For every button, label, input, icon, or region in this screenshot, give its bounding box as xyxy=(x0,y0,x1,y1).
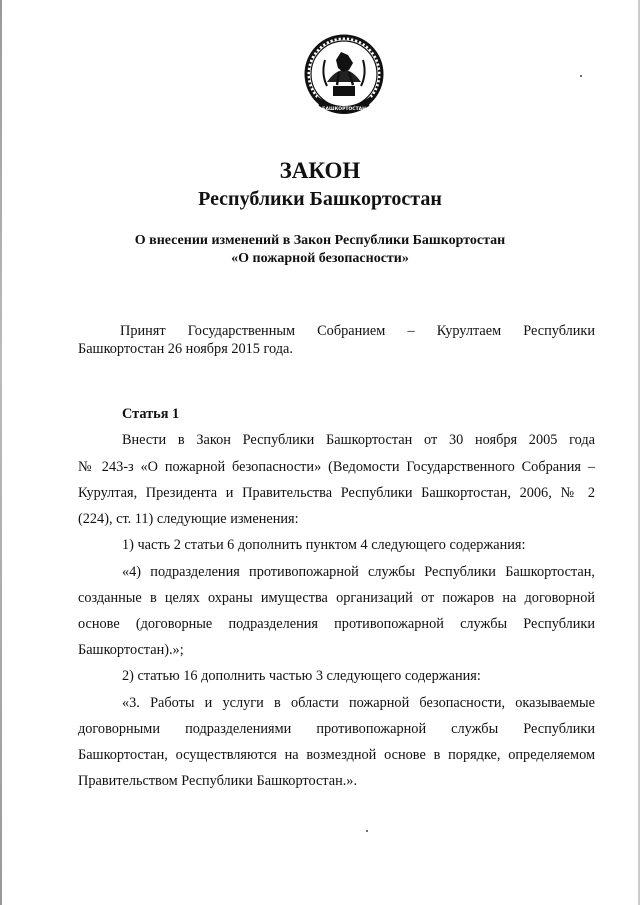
document-issuer: Республики Башкортостан xyxy=(198,188,442,210)
article-p5-line-2: договорными подразделениями противопожарной службы Республики xyxy=(78,721,595,737)
bashkortostan-coat-of-arms-icon xyxy=(303,30,385,130)
article-p3-line-4: Башкортостан).»; xyxy=(78,642,184,658)
article-p3-line-2: созданные в целях охраны имущества организаций от пожаров на договорной xyxy=(78,590,595,606)
article-p1-line-1: Внести в Закон Республики Башкортостан от 30 ноября 2005 года xyxy=(122,432,595,448)
adoption-line-1: Принят Государственным Собранием – Курултаем Республики xyxy=(120,323,595,339)
article-p4: 2) статью 16 дополнить частью 3 следующего содержания: xyxy=(122,668,481,684)
scan-speck xyxy=(580,75,582,77)
document-type-title: ЗАКОН xyxy=(279,158,361,183)
article-p5-line-3: Башкортостан, осуществляются на возмездной основе в порядке, определяемом xyxy=(78,747,595,763)
article-p5-line-1: «3. Работы и услуги в области пожарной безопасности, оказываемые xyxy=(122,695,595,711)
scan-speck xyxy=(366,830,368,832)
article-p5-line-4: Правительством Республики Башкортостан.». xyxy=(78,773,358,789)
scan-edge-left xyxy=(0,0,2,905)
article-p2: 1) часть 2 статьи 6 дополнить пунктом 4 следующего содержания: xyxy=(122,537,526,553)
law-title-line-1: О внесении изменений в Закон Республики Башкортостан xyxy=(134,233,506,248)
law-title-line-2: «О пожарной безопасности» xyxy=(231,251,409,266)
article-p3-line-1: «4) подразделения противопожарной службы Республики Башкортостан, xyxy=(122,564,595,580)
emblem-ribbon-text: БАШКОРТОСТАН xyxy=(322,107,366,112)
article-heading: Статья 1 xyxy=(122,406,180,422)
article-p1-line-3: Курултая, Президента и Правительства Республики Башкортостан, 2006, № 2 xyxy=(78,485,595,501)
article-p3-line-3: основе (договорные подразделения противопожарной службы Республики xyxy=(78,616,595,632)
article-p1-line-2: № 243-з «О пожарной безопасности» (Ведомости Государственного Собрания – xyxy=(78,459,595,475)
article-p1-line-4: (224), ст. 11) следующие изменения: xyxy=(78,511,299,527)
adoption-line-2: Башкортостан 26 ноября 2015 года. xyxy=(78,341,293,357)
